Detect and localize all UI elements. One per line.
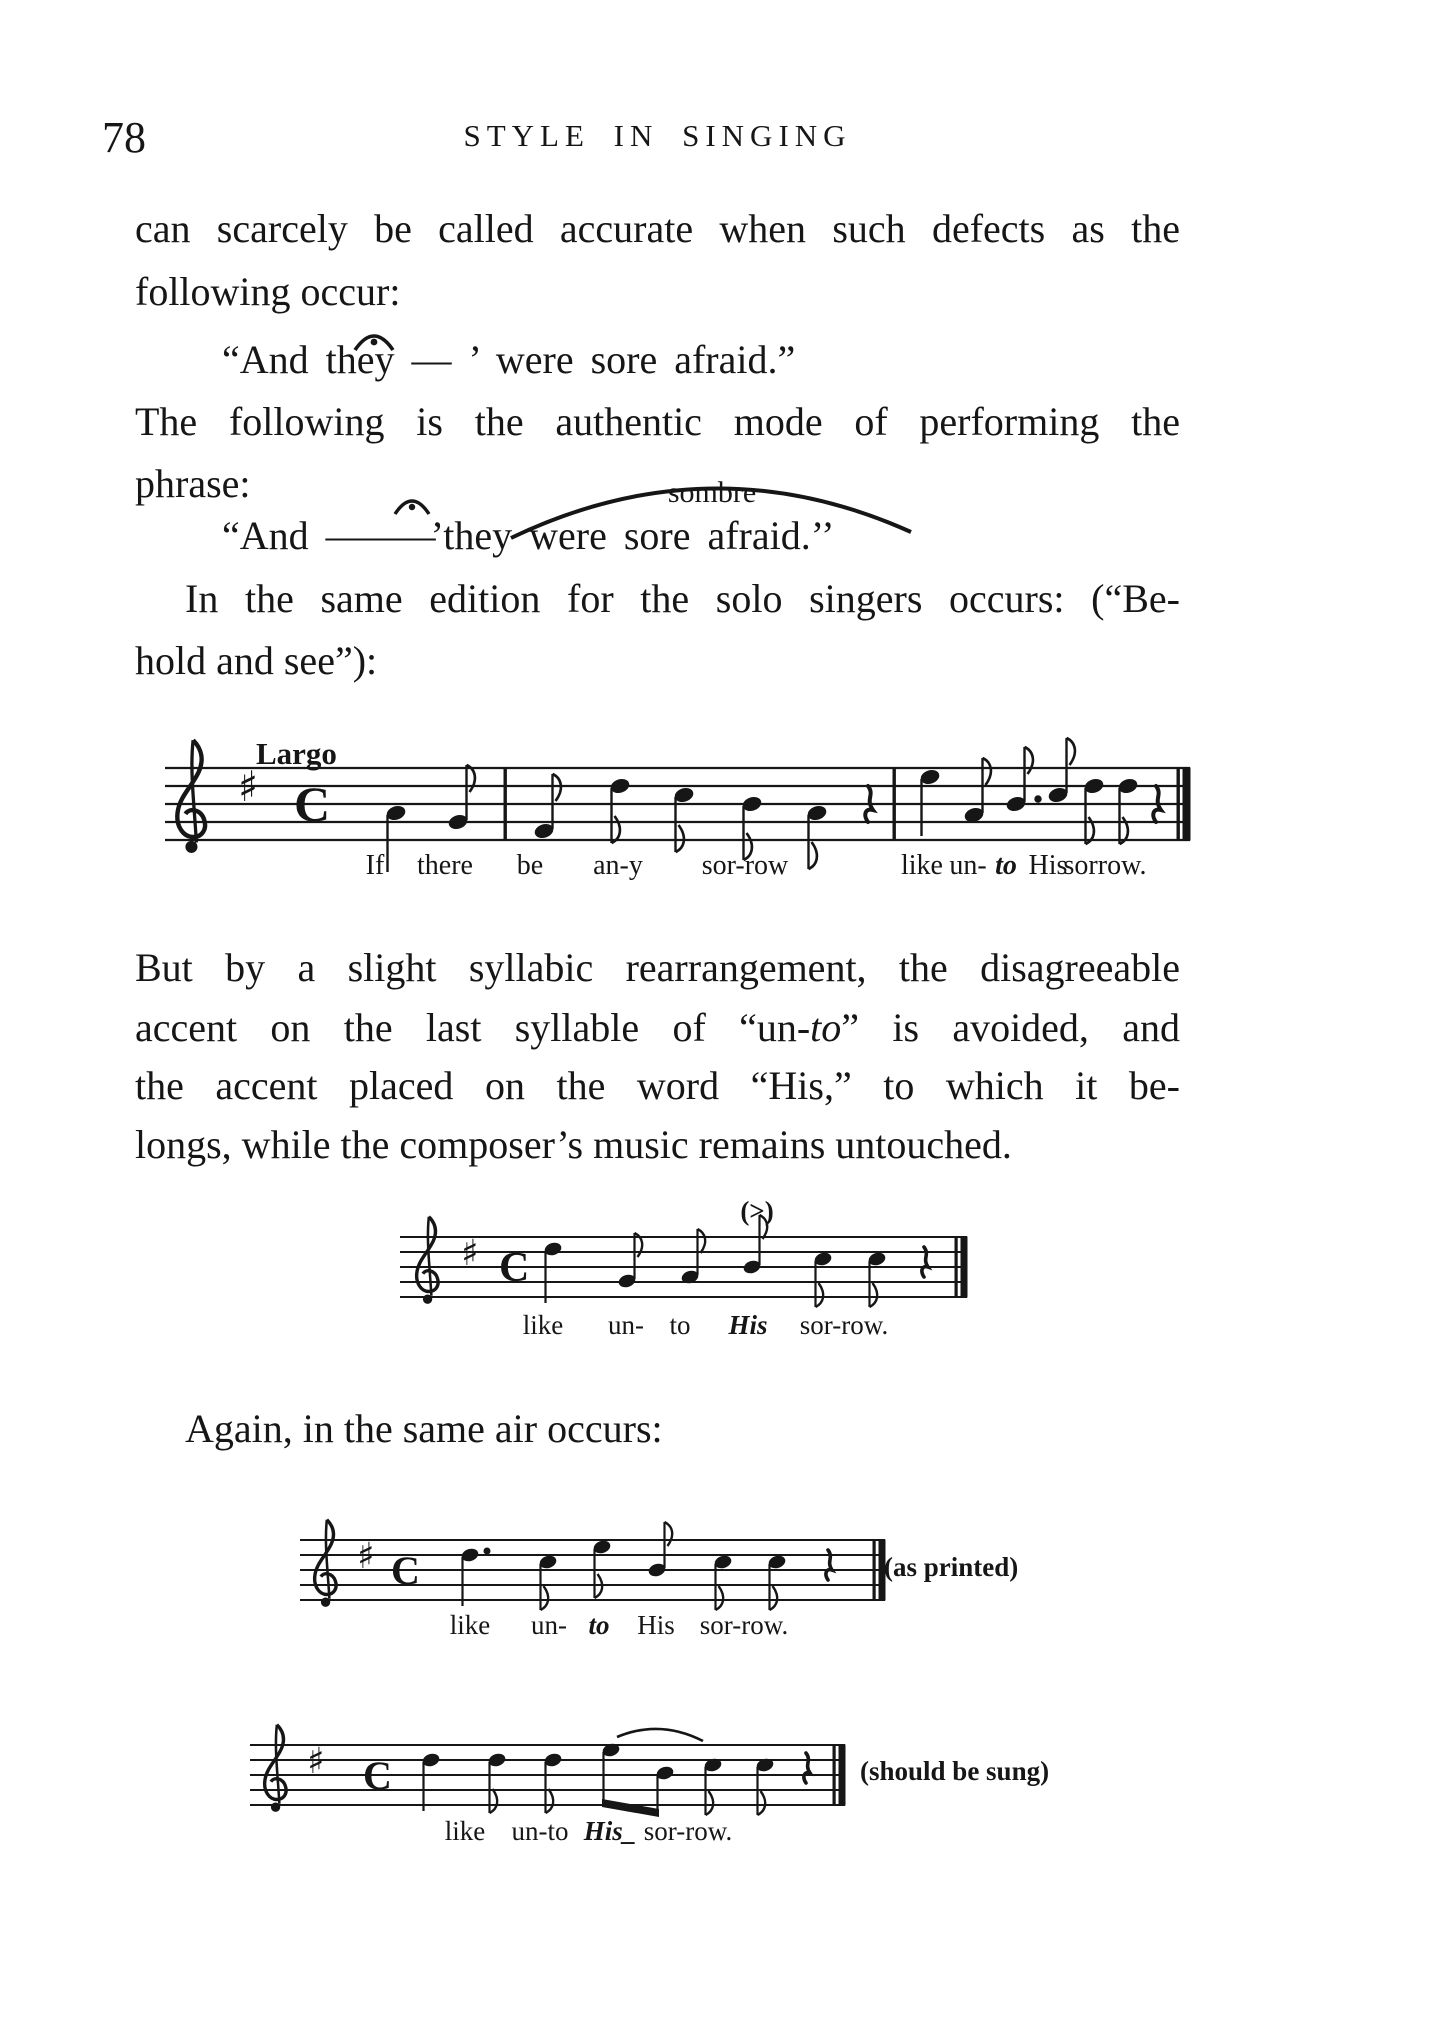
note-icon: [461, 1547, 490, 1606]
printed-annotation: (as printed): [884, 1552, 1019, 1582]
body-line: the accent placed on the word “His,” to which it be-: [135, 1063, 1180, 1108]
body-line: longs, while the composer’s music remains untouched.: [135, 1122, 1012, 1167]
body-line: In the same edition for the solo singers occurs: (“Be-: [185, 576, 1180, 621]
barline: [893, 768, 895, 840]
lyric-syllable: to: [588, 1610, 610, 1640]
note-icon: [768, 1554, 787, 1610]
quote-line: [222, 512, 834, 560]
eighth-flag: [490, 1789, 498, 1813]
body-line: The following is the authentic mode of performing the: [135, 399, 1180, 444]
body-line: [135, 1004, 1180, 1052]
sharp-icon: ♯: [238, 762, 259, 811]
accent-marking: (>): [740, 1196, 774, 1226]
lyric-syllable: His: [1028, 850, 1068, 881]
note-icon: [602, 1742, 621, 1803]
eighth-flag: [816, 1283, 824, 1307]
body-line: can scarcely be called accurate when such defects as the: [135, 206, 1180, 251]
eighth-flag: [1025, 747, 1033, 774]
quote2-dash: ———: [325, 513, 431, 558]
body-line: But by a slight syllabic rearrangement, the disagreeable: [135, 945, 1180, 990]
time-signature: C: [294, 776, 331, 832]
note-icon: [743, 1215, 768, 1275]
sombre-label: sombre: [667, 476, 757, 509]
slur-icon: [617, 1729, 703, 1741]
note-icon: [1084, 777, 1105, 844]
lyric-syllable: un-: [531, 1610, 567, 1640]
lyric-syllable: sor-row.: [799, 1310, 889, 1340]
eighth-flag: [760, 1215, 768, 1239]
lyric-syllable: an-y: [593, 850, 643, 881]
final-barline: [961, 1237, 967, 1297]
time-signature: C: [391, 1548, 420, 1593]
barline: [955, 1237, 957, 1297]
treble-clef-icon: [417, 1217, 438, 1304]
lyric-syllable: sor-row: [701, 850, 789, 881]
body-segment: ” is avoided, and: [841, 1005, 1180, 1050]
lyric-syllable: like: [449, 1610, 491, 1640]
note-icon: [868, 1251, 887, 1307]
lyric-syllable: there: [417, 850, 473, 881]
eighth-flag: [541, 1586, 549, 1610]
notes-group: [461, 1522, 885, 1610]
lyric-syllable: His: [637, 1610, 675, 1640]
eighth-flag: [553, 774, 561, 801]
barline: [873, 1540, 875, 1600]
note-icon: [618, 1233, 643, 1289]
lyric-syllable: His: [728, 1310, 768, 1340]
italic-word: to: [810, 1005, 842, 1050]
note-icon: [610, 777, 631, 843]
eighth-flag: [758, 1791, 766, 1815]
note-icon: [807, 804, 828, 869]
final-barline: [1183, 768, 1190, 840]
barline: [504, 768, 506, 840]
lyric-syllable: like: [901, 850, 943, 881]
note-icon: [544, 1241, 563, 1303]
augmentation-dot: [484, 1548, 490, 1554]
note-icon: [1048, 738, 1075, 804]
note-icon: [1006, 747, 1042, 813]
note-icon: [544, 1752, 563, 1813]
lyric-syllable: un-: [608, 1310, 644, 1340]
time-signature: C: [363, 1753, 392, 1798]
lyric-syllable: like: [444, 1816, 486, 1846]
eighth-flag: [770, 1586, 778, 1610]
running-title: STYLE IN SINGING: [463, 118, 852, 153]
eighth-flag: [676, 825, 684, 852]
note-icon: [488, 1752, 507, 1813]
body-segment: accent on the last syllable of “un-: [135, 1005, 811, 1050]
staff-lines: [300, 1540, 885, 1600]
lyric-syllable: like: [522, 1310, 564, 1340]
page-number: 78: [102, 113, 146, 162]
lyric-syllable: sor-row.: [643, 1816, 733, 1846]
eighth-flag: [1067, 738, 1075, 765]
note-icon: [539, 1554, 558, 1610]
lyric-syllable: to: [995, 850, 1017, 881]
note-icon: [1118, 777, 1139, 844]
barline: [833, 1745, 835, 1805]
note-icon: [814, 1251, 833, 1307]
staff-lines: [250, 1745, 845, 1805]
lyric-syllable: be: [516, 850, 544, 881]
note-icon: [422, 1752, 441, 1811]
lyric-syllable: sorrow.: [1063, 850, 1147, 881]
staff-lines: [400, 1237, 967, 1297]
treble-clef-icon: [315, 1520, 336, 1607]
augmentation-dot: [1035, 796, 1041, 802]
note-icon: [756, 1757, 775, 1815]
quote-line: “And they — ’ were sore afraid.”: [222, 337, 796, 382]
lyric-syllable: If: [365, 850, 385, 881]
note-icon: [448, 765, 475, 831]
tempo-marking: Largo: [256, 736, 337, 771]
eighth-flag: [698, 1229, 706, 1253]
note-icon: [920, 768, 941, 836]
lyric-syllable: His_: [583, 1816, 637, 1846]
barline: [1177, 768, 1179, 840]
sharp-icon: ♯: [461, 1233, 479, 1274]
lyric-syllable: to: [669, 1310, 691, 1340]
time-signature: C: [499, 1245, 530, 1291]
note-icon: [386, 804, 407, 872]
note-icon: [593, 1539, 612, 1598]
eighth-flag: [809, 842, 817, 869]
beam: [602, 1799, 659, 1817]
eighth-flag: [870, 1283, 878, 1307]
treble-clef-icon: [177, 740, 205, 853]
final-barline: [839, 1745, 845, 1805]
eighth-flag: [665, 1522, 673, 1546]
note-icon: [704, 1757, 723, 1815]
note-icon: [534, 774, 561, 840]
eighth-flag: [546, 1789, 554, 1813]
sung-annotation: (should be sung): [860, 1756, 1050, 1786]
notes-group: [544, 1215, 967, 1307]
treble-clef-icon: [265, 1725, 286, 1812]
notes-group: [422, 1729, 845, 1817]
sharp-icon: ♯: [357, 1536, 375, 1577]
lyric-syllable: un-to: [511, 1816, 569, 1846]
quarter-rest-icon: [804, 1753, 810, 1783]
sharp-icon: ♯: [307, 1741, 325, 1782]
body-line: phrase:: [135, 461, 251, 506]
lyric-syllable: un-: [949, 850, 987, 881]
note-icon: [714, 1554, 733, 1610]
eighth-flag: [983, 758, 991, 785]
lyric-syllable: sor-row.: [699, 1610, 789, 1640]
eighth-flag: [716, 1586, 724, 1610]
quote2-prefix: “And: [222, 513, 326, 558]
body-line: Again, in the same air occurs:: [185, 1406, 663, 1451]
body-line: hold and see”):: [135, 638, 378, 683]
eighth-flag: [706, 1791, 714, 1815]
body-line: following occur:: [135, 269, 401, 314]
music-staff-2: [395, 1185, 980, 1330]
quote2-suffix: ’they were sore afraid.’’: [430, 513, 835, 558]
note-icon: [674, 786, 695, 852]
